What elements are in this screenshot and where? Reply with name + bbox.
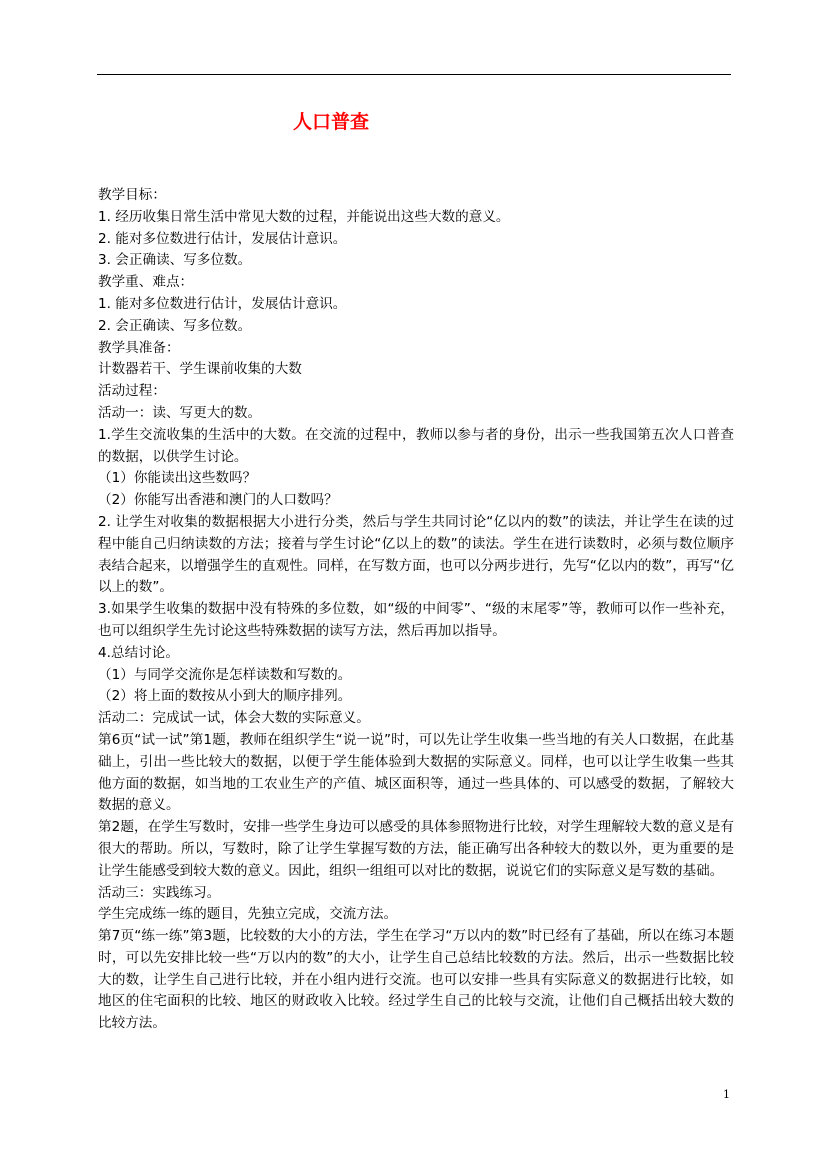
paragraph: 计数器若干、学生课前收集的大数: [98, 361, 302, 378]
paragraph: 1.学生交流收集的生活中的大数。在交流的过程中，教师以参与者的身份，出示一些我国第五次人口普查的数据，以供学生讨论。: [98, 426, 734, 465]
paragraph: （2）将上面的数按从小到大的顺序排列。: [98, 688, 352, 705]
paragraph: 活动过程：: [98, 383, 166, 400]
paragraph: （2）你能写出香港和澳门的人口数吗？: [98, 492, 338, 509]
paragraph: 活动一：读、写更大的数。: [98, 404, 262, 421]
paragraph: 学生完成练一练的题目，先独立完成，交流方法。: [98, 906, 398, 923]
header-rule: [97, 74, 731, 75]
paragraph: 1. 经历收集日常生活中常见大数的过程，并能说出这些大数的意义。: [98, 208, 510, 225]
paragraph: 4.总结讨论。: [98, 644, 179, 661]
paragraph: 2. 让学生对收集的数据根据大小进行分类，然后与学生共同讨论“亿以内的数”的读法，并让学生在读的过程中能自己归纳读数的方法；接着与学生讨论“亿以上的数”的读法。学生在进行读数时，必须与数位顺序表结合起来，以增强学生的直观性。同样，在写数方面，也可以分两步进行，先写“亿以内的数”，再写“亿以上的数”。: [98, 513, 734, 596]
paragraph: 第2题，在学生写数时，安排一些学生身边可以感受的具体参照物进行比较，对学生理解较大数的意义是有很大的帮助。所以，写数时，除了让学生掌握写数的方法，能正确写出各种较大的数以外，更为重要的是让学生能感受到较大数的意义。因此，组织一组组可以对比的数据，说说它们的实际意义是写数的基础。: [98, 819, 734, 879]
document-body: [98, 185, 734, 1035]
paragraph: 第7页“练一练”第3题，比较数的大小的方法，学生在学习“万以内的数”时已经有了基础，所以在练习本题时，可以先安排比较一些“万以内的数”的大小，让学生自己总结比较数的方法。然后，出示一些数据比较大的数，让学生自己进行比较，并在小组内进行交流。也可以安排一些具有实际意义的数据进行比较，如地区的住宅面积的比较、地区的财政收入比较。经过学生自己的比较与交流，让他们自己概括出较大数的比较方法。: [98, 928, 734, 1032]
document-title: 人口普查: [293, 111, 370, 133]
paragraph: 教学目标：: [98, 187, 166, 203]
paragraph: 第6页“试一试”第1题，教师在组织学生“说一说”时，可以先让学生收集一些当地的有关人口数据，在此基础上，引出一些比较大的数据，以便于学生能体验到大数据的实际意义。同样，也可以让学生收集一些其他方面的数据，如当地的工农业生产的产值、城区面积等，通过一些具体的、可以感受的数据，了解较大数据的意义。: [98, 731, 734, 814]
paragraph: 活动三：实践练习。: [98, 884, 221, 901]
paragraph: 3.如果学生收集的数据中没有特殊的多位数，如“级的中间零”、“级的末尾零”等，教师可以作一些补充，也可以组织学生先讨论这些特殊数据的读写方法，然后再加以指导。: [98, 601, 734, 639]
paragraph: 教学具准备：: [98, 339, 180, 356]
paragraph: 1. 能对多位数进行估计，发展估计意识。: [98, 295, 347, 312]
paragraph: 3. 会正确读、写多位数。: [98, 252, 252, 269]
paragraph: 2. 能对多位数进行估计，发展估计意识。: [98, 230, 347, 247]
paragraph: 活动二：完成试一试，体会大数的实际意义。: [98, 710, 370, 727]
paragraph: 教学重、难点：: [98, 274, 194, 291]
paragraph: 2. 会正确读、写多位数。: [98, 317, 252, 334]
paragraph: （1）你能读出这些数吗？: [98, 470, 257, 487]
paragraph: （1）与同学交流你是怎样读数和写数的。: [98, 666, 352, 683]
page-number: 1: [723, 1088, 730, 1101]
